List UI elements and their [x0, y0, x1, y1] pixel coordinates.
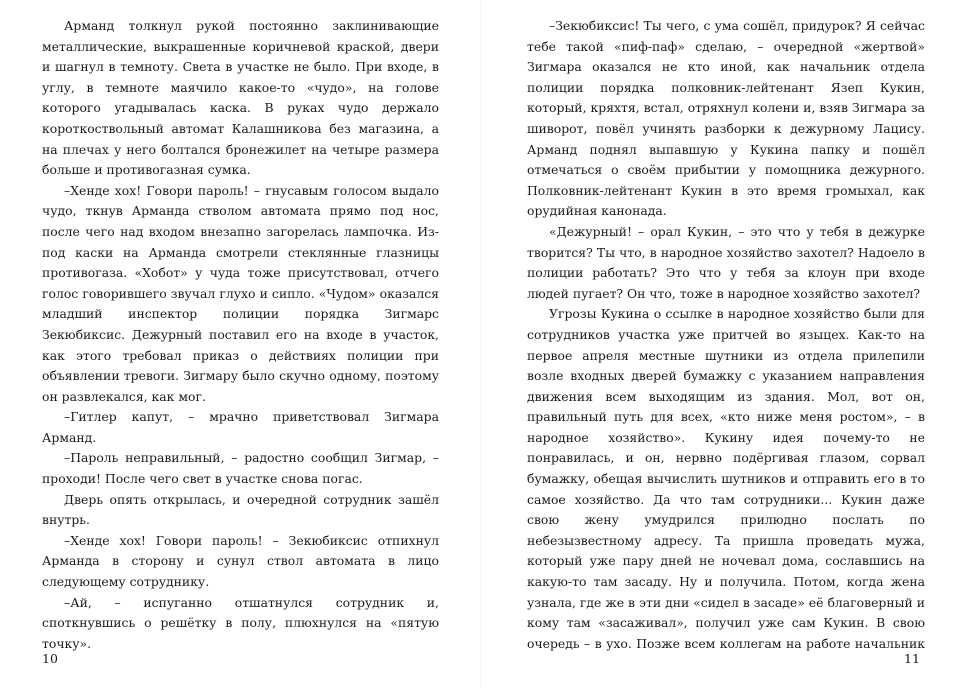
paragraph: –Гитлер капут, – мрачно приветствовал Зигмара Арманд. — [42, 409, 439, 445]
paragraph: «Дежурный! – орал Кукин, – это что у тебя в дежурке творится? Ты что, в народное хозяйство захотел? Надоело в полиции работать? Это что у тебя за клоун при входе людей пугает? Он что, тоже в народное хозяйство захотел? — [527, 223, 925, 301]
right-page — [527, 16, 925, 656]
page-number-right: 11 — [904, 651, 920, 666]
page-number-left: 10 — [42, 651, 58, 666]
page-gutter — [480, 0, 482, 688]
paragraph — [42, 654, 439, 656]
paragraph: –Ай, – испуганно отшатнулся сотрудник и, споткнувшись о решётку в полу, плюхнулся на «пятую точку». — [42, 594, 439, 651]
paragraph: –Зекюбиксис! Ты чего, с ума сошёл, придурок? Я сейчас тебе такой «пиф-паф» сделаю, – очередной «жертвой» Зигмара оказался не кто иной, как начальник отдела полиции порядка полковник-лейтенант Язеп Кукин, который, кряхтя, встал, отряхнул колени и, взяв Зигмара за шиворот, повёл учинять разборки к дежурному Лацису. Арманд поднял выпавшую у Кукина папку и пошёл отмечаться о своём прибытии у помощника дежурного. Полковник-лейтенант Кукин в это время громыхал, как орудийная канонада. — [527, 18, 925, 219]
paragraph: Дверь опять открылась, и очередной сотрудник зашёл внутрь. — [42, 491, 439, 528]
paragraph: –Хенде хох! Говори пароль! – гнусавым голосом выдало чудо, ткнув Арманда стволом автомата прямо под нос, после чего над входом внезапно загорелась лампочка. Из-под каски на Арманда смотрели стеклянные глазницы противогаза. «Хобот» у чуда тоже присутствовал, отчего голос говорившего звучал глухо и сипло. «Чудом» оказался младший инспектор полиции порядка Зигмарс Зекюбиксис. Дежурный поставил его на входе в участок, как этого требовал приказ о действиях полиции при объявлении тревоги. Зигмару было скучно одному, поэтому он развлекался, как мог. — [42, 182, 439, 404]
paragraph: Угрозы Кукина о ссылке в народное хозяйство были для сотрудников участка уже притчей во языцех. Как-то на первое апреля местные шутники из отдела прилепили возле входных дверей бумажку с указанием направления движения всем выходящим из здания. Мол, вот он, правильный путь для всех, «кто ниже меня ростом», – в народное хозяйство». Кукину идея почему-то не понравилась, и он, нервно подёргивая глазом, сорвал бумажку, обещая вычислить шутников и отправить его в то самое хозяйство. Да что там сотрудники... Кукин даже свою жену умудрился прилюдно послать по небезызвестному адресу. Та пришла проведать мужа, который уже пару дней не ночевал дома, сославшись на какую-то там засаду. Ну и получила. Потом, когда жена узнала, где же в эти дни «сидел в засаде» её благоверный и кому там «засаживал», получил уже сам Кукин. В свою очередь – в ухо. Позже всем коллегам на работе начальник — [527, 306, 925, 651]
paragraph: –Хенде хох! Говори пароль! – Зекюбиксис отпихнул Арманда в сторону и сунул ствол автомата в лицо следующему сотруднику. — [42, 532, 439, 590]
left-page — [42, 16, 439, 656]
paragraph: –Пароль неправильный, – радостно сообщил Зигмар, – проходи! После чего свет в участке снова погас. — [42, 450, 439, 487]
paragraph: Арманд толкнул рукой постоянно заклинивающие металлические, выкрашенные коричневой краской, двери и шагнул в темноту. Света в участке не было. При входе, в углу, в темноте маячило какое-то «чудо», на голове которого угадывалась каска. В руках чудо держало короткоствольный автомат Калашникова без магазина, а на плечах у него болтался бронежилет на четыре размера больше и противогазная сумка. — [42, 18, 439, 178]
